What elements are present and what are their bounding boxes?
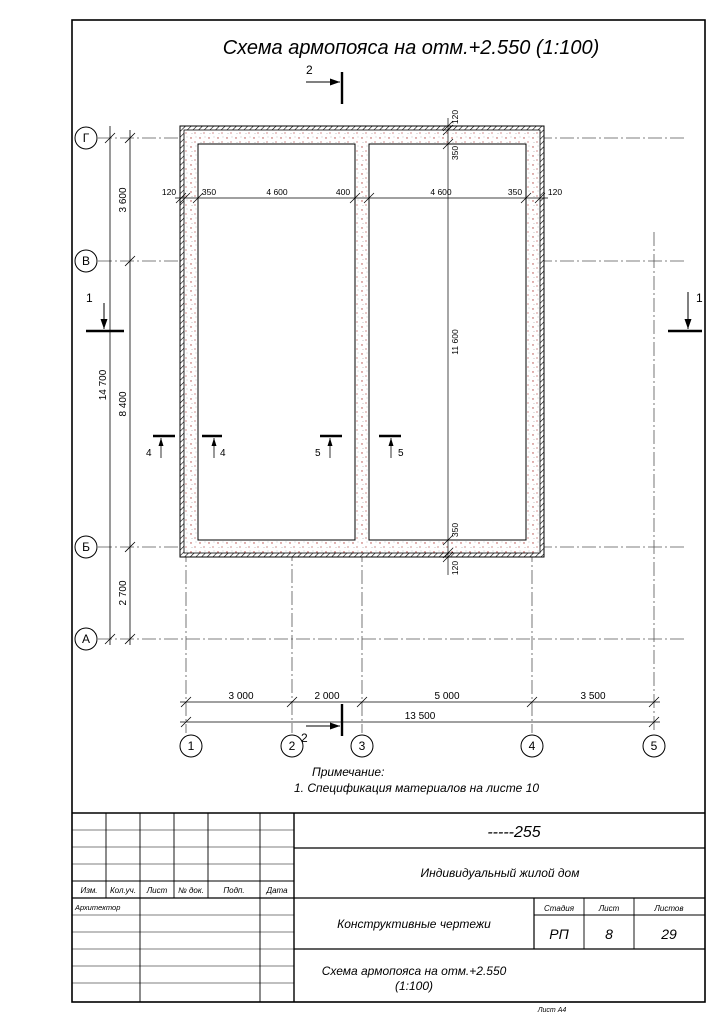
stamp-drawing-name-1: Схема армопояса на отм.+2.550 — [321, 964, 507, 978]
axis-bubble-4 — [521, 735, 543, 757]
dim-4-5: 3 500 — [580, 691, 606, 702]
stamp-header-sign: Подп. — [223, 886, 245, 895]
axis-bubble-g — [75, 127, 97, 149]
axis-bubble-v — [75, 250, 97, 272]
svg-text:5: 5 — [650, 739, 658, 753]
stamp-sheets-label: Листов — [654, 904, 684, 913]
stamp-stage-label: Стадия — [544, 904, 574, 913]
stamp-header-date: Дата — [266, 886, 288, 895]
dim-v-b: 8 400 — [118, 391, 129, 417]
svg-text:3: 3 — [358, 739, 366, 753]
svg-text:1: 1 — [86, 291, 93, 305]
stamp-stage: РП — [549, 926, 569, 942]
axis-bubbles-letters — [75, 127, 97, 650]
stamp-header-doc: № док. — [178, 886, 204, 895]
axis-bubble-5 — [643, 735, 665, 757]
section-mark-2-top — [306, 63, 342, 104]
axis-bubble-b — [75, 536, 97, 558]
axis-bubble-a — [75, 628, 97, 650]
stamp-role: Архитектор — [75, 903, 121, 912]
svg-text:Г: Г — [82, 131, 90, 145]
section-mark-2-bottom — [301, 704, 342, 745]
ring-beam-plan — [180, 126, 544, 557]
dim-total-vertical: 14 700 — [98, 369, 109, 401]
axis-bubbles-numbers — [180, 735, 665, 757]
stamp-sheets: 29 — [661, 926, 677, 942]
dim-v-bot1: 350 — [450, 522, 460, 538]
svg-text:5: 5 — [398, 448, 404, 459]
svg-text:Б: Б — [82, 540, 90, 554]
svg-text:4: 4 — [146, 448, 152, 459]
svg-text:2: 2 — [306, 63, 313, 77]
dim-2-3: 2 000 — [314, 691, 340, 702]
svg-text:2: 2 — [301, 731, 308, 745]
axis-bubble-2 — [281, 735, 303, 757]
sheet-format: Лист А4 — [537, 1007, 567, 1014]
svg-text:А: А — [81, 632, 91, 646]
svg-text:4: 4 — [220, 448, 226, 459]
stamp-section-name: Конструктивные чертежи — [337, 917, 491, 931]
dim-w5: 4 600 — [430, 187, 452, 197]
dim-3-4: 5 000 — [434, 691, 460, 702]
stamp-sheet-label: Лист — [598, 904, 620, 913]
drawing-title: Схема армопояса на отм.+2.550 (1:100) — [222, 37, 600, 59]
dim-w3: 4 600 — [266, 187, 288, 197]
svg-text:5: 5 — [315, 448, 321, 459]
dim-g-v: 3 600 — [118, 187, 129, 213]
stamp-project: Индивидуальный жилой дом — [420, 866, 580, 880]
dim-w1: 120 — [161, 187, 177, 197]
section-mark-1-right — [668, 291, 703, 331]
room-right — [369, 144, 526, 540]
svg-text:1: 1 — [187, 739, 195, 753]
section-mark-1-left — [86, 291, 124, 331]
stamp-header-list: Лист — [146, 886, 168, 895]
axis-bubble-3 — [351, 735, 373, 757]
room-left — [198, 144, 355, 540]
note-heading: Примечание: — [312, 765, 385, 779]
svg-text:1: 1 — [696, 291, 703, 305]
dim-total-horizontal: 13 500 — [404, 711, 436, 722]
dim-b-a: 2 700 — [118, 580, 129, 606]
dim-w6: 350 — [507, 187, 523, 197]
dim-v-mid: 11 600 — [450, 329, 460, 355]
svg-text:В: В — [81, 254, 91, 268]
dim-v-top1: 120 — [450, 109, 460, 125]
stamp-header-kol: Кол.уч. — [109, 886, 137, 895]
stamp-header-izm: Изм. — [80, 886, 98, 895]
svg-text:2: 2 — [288, 739, 296, 753]
note-line-1: 1. Спецификация материалов на листе 10 — [294, 781, 540, 795]
dim-1-2: 3 000 — [228, 691, 254, 702]
stamp-sheet: 8 — [605, 926, 613, 942]
dim-w2: 350 — [201, 187, 217, 197]
dim-w4: 400 — [335, 187, 351, 197]
dim-v-bot2: 120 — [450, 560, 460, 576]
stamp-drawing-name-2: (1:100) — [394, 979, 434, 993]
dim-v-top2: 350 — [450, 145, 460, 161]
svg-text:4: 4 — [528, 739, 536, 753]
section-mark-4-left — [146, 436, 175, 459]
axis-bubble-1 — [180, 735, 202, 757]
dim-w7: 120 — [547, 187, 563, 197]
stamp-code: -----255 — [487, 824, 541, 841]
